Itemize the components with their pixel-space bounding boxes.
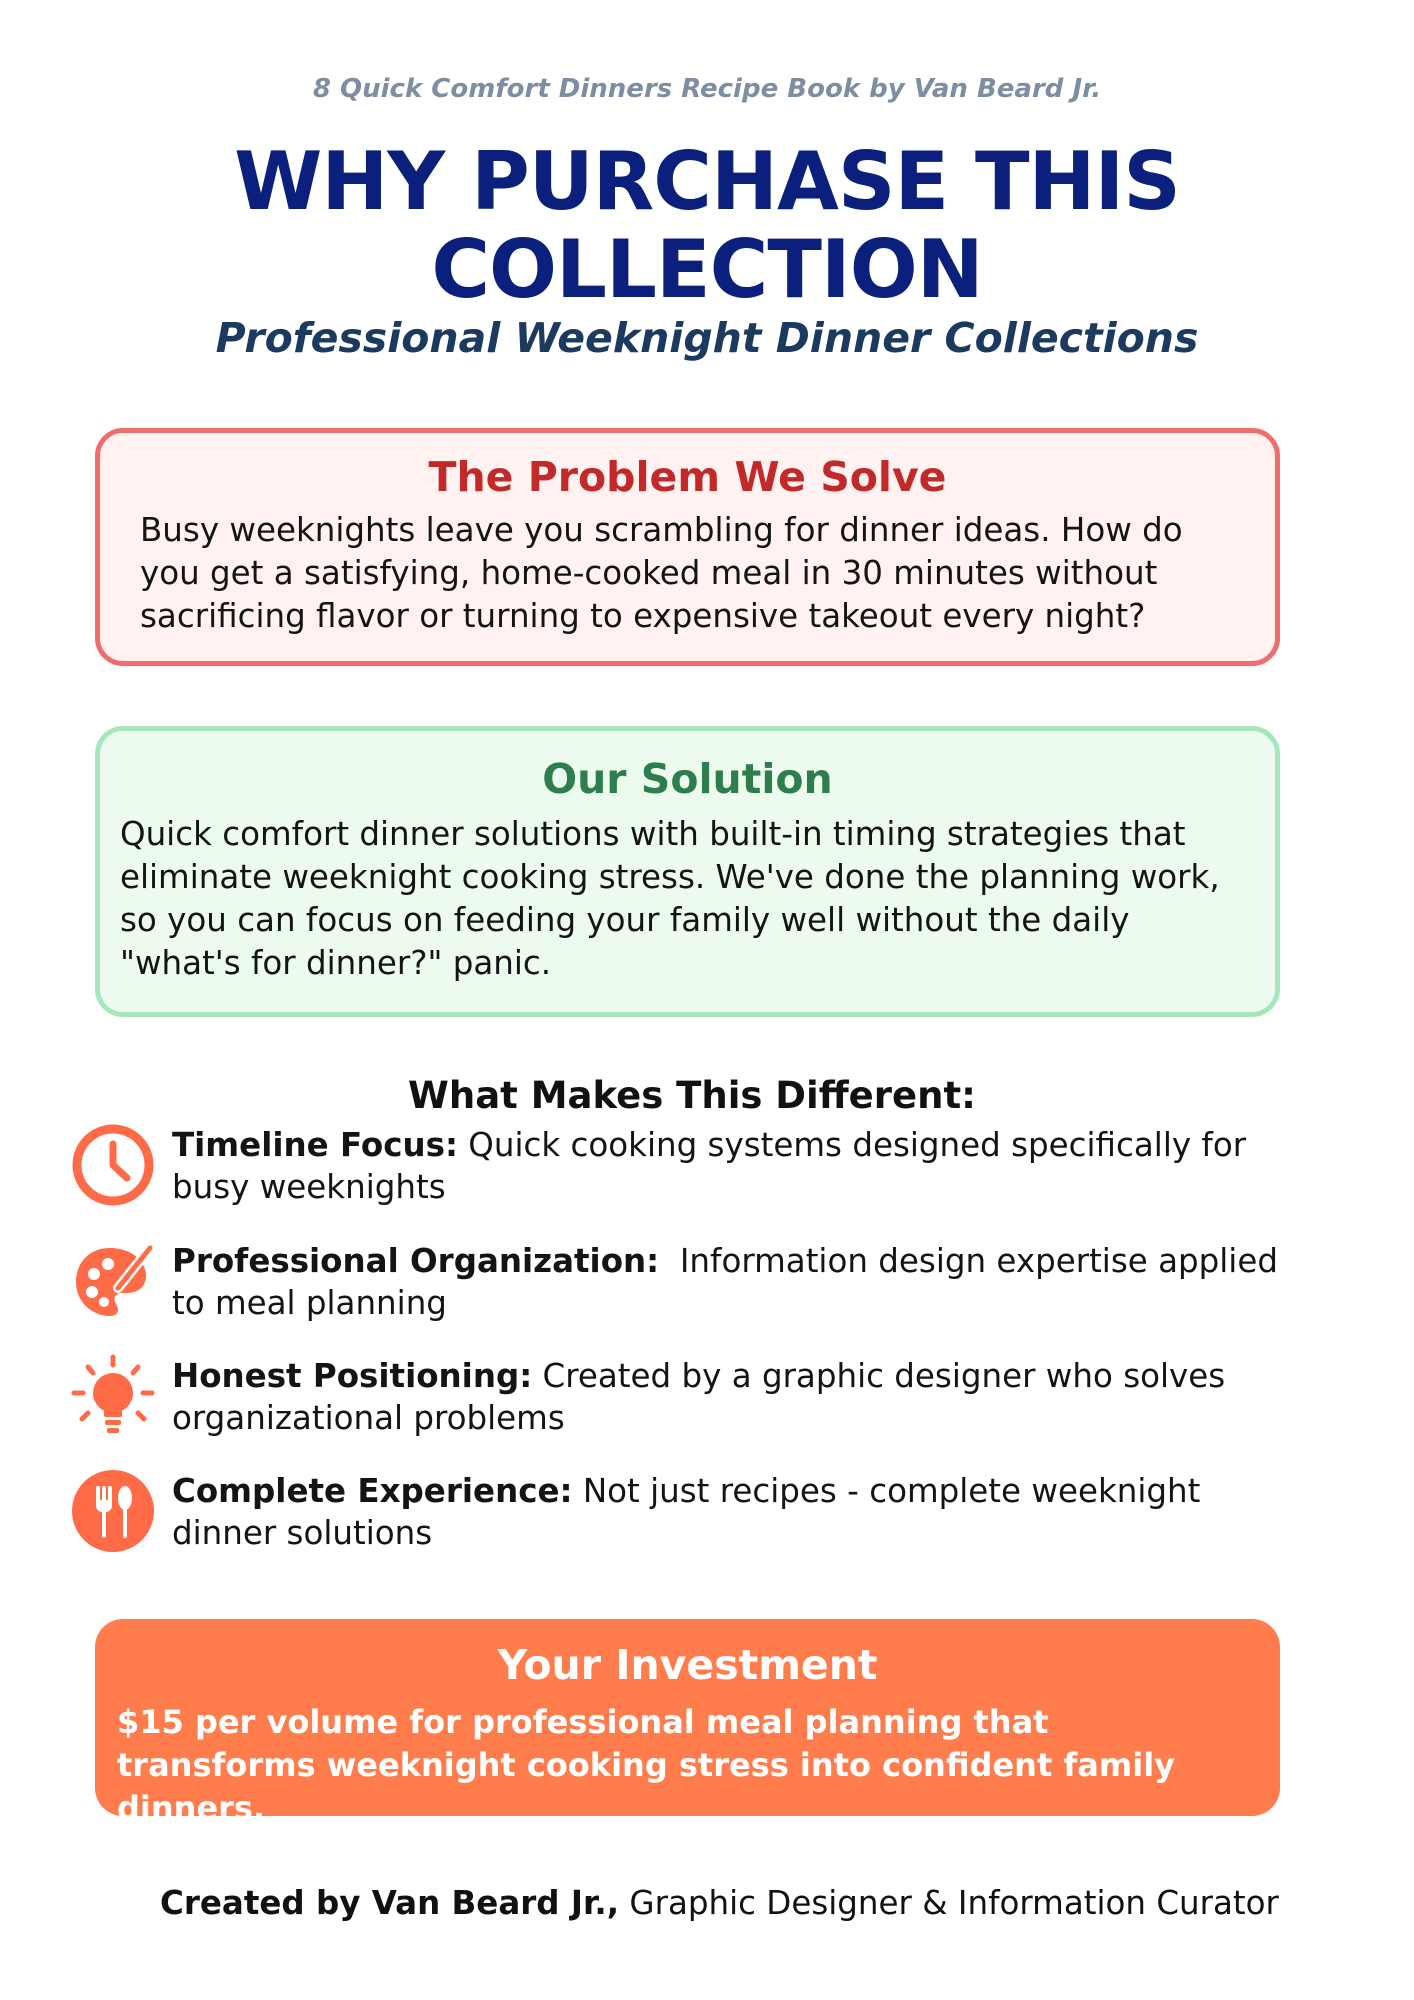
problem-body: Busy weeknights leave you scrambling for dinner ideas. How do you get a satisfying, home-cooked meal in 30 minutes without sacrificing flavor or turning to expensive takeout every night? bbox=[140, 511, 1183, 635]
footer-role: Graphic Designer & Information Curator bbox=[619, 1884, 1279, 1922]
feature-label: Timeline Focus: bbox=[172, 1126, 458, 1164]
feature-description: Information design expertise applied to meal planning bbox=[172, 1242, 1289, 1322]
title-line-2: COLLECTION bbox=[431, 223, 983, 316]
feature-text bbox=[172, 1240, 1292, 1324]
feature-label: Honest Positioning: bbox=[172, 1357, 533, 1395]
solution-card bbox=[95, 726, 1280, 1017]
feature-description: Quick cooking systems designed specifically for busy weeknights bbox=[172, 1126, 1247, 1206]
fork-spoon-icon bbox=[70, 1468, 156, 1554]
problem-card bbox=[95, 428, 1280, 666]
clock-icon bbox=[70, 1122, 156, 1208]
page-title bbox=[0, 135, 1414, 316]
feature-text bbox=[172, 1124, 1292, 1208]
investment-heading: Your Investment bbox=[497, 1641, 878, 1689]
feature-item-timeline bbox=[70, 1122, 1300, 1222]
footer-credit bbox=[160, 1884, 1360, 1922]
page-subtitle: Professional Weeknight Dinner Collections bbox=[215, 314, 1199, 362]
investment-card bbox=[95, 1619, 1280, 1827]
investment-body: $15 per volume for professional meal planning that transforms weeknight cooking stress into confident family dinners. bbox=[117, 1703, 1176, 1827]
book-kicker: 8 Quick Comfort Dinners Recipe Book by Van Beard Jr. bbox=[312, 74, 1102, 104]
feature-item-positioning bbox=[70, 1353, 1300, 1453]
feature-item-organization bbox=[70, 1238, 1300, 1338]
title-line-1: WHY PURCHASE THIS bbox=[234, 135, 1180, 228]
feature-label: Complete Experience: bbox=[172, 1472, 573, 1510]
feature-description: Not just recipes - complete weeknight dinner solutions bbox=[172, 1472, 1201, 1552]
palette-icon bbox=[70, 1238, 156, 1324]
feature-item-experience bbox=[70, 1468, 1300, 1568]
problem-heading: The Problem We Solve bbox=[428, 453, 947, 501]
footer-name: Created by Van Beard Jr., bbox=[160, 1884, 620, 1922]
feature-text bbox=[172, 1470, 1292, 1554]
differences-heading: What Makes This Different: bbox=[408, 1074, 976, 1117]
feature-label: Professional Organization: bbox=[172, 1242, 660, 1280]
lightbulb-icon bbox=[70, 1353, 156, 1439]
solution-heading: Our Solution bbox=[542, 755, 833, 803]
feature-description: Created by a graphic designer who solves organizational problems bbox=[172, 1357, 1226, 1437]
solution-body: Quick comfort dinner solutions with built-in timing strategies that eliminate weeknight cooking stress. We've done the planning work, so you can focus on feeding your family well without the daily "what's for dinner?" panic. bbox=[120, 815, 1220, 982]
feature-text bbox=[172, 1355, 1292, 1439]
